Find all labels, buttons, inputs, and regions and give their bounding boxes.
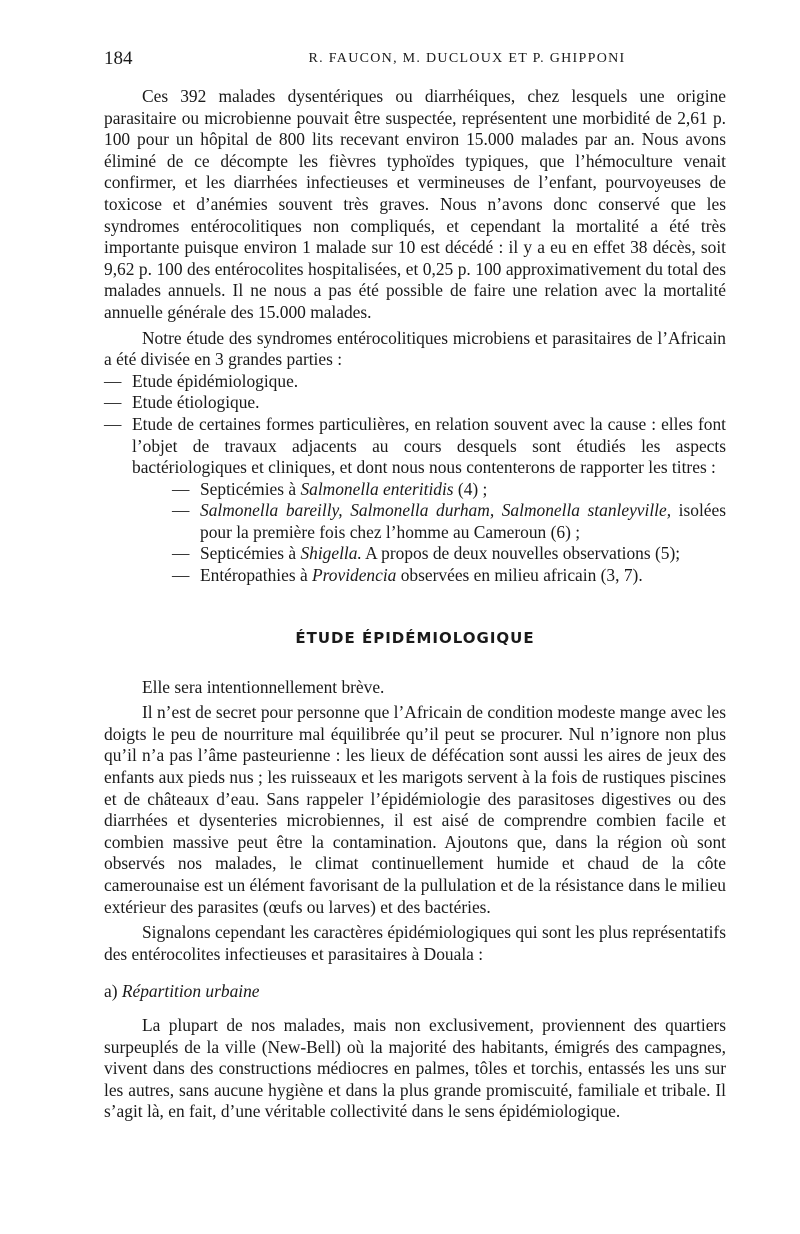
section-title: ÉTUDE ÉPIDÉMIOLOGIQUE bbox=[295, 628, 535, 647]
paragraph-contamination: Il n’est de secret pour personne que l’Africain de condition modeste mange avec les doigts le peu de nourriture mal équilibrée qu’il peut se procurer. Nul n’ignore non plus qu’il n’a pas l’âme pasteurienne : les lieux de défécation sont aussi les aires de jeux des enfants aux pieds nus ; les ruisseaux et les marigots servent à la fois de rustiques piscines et de châteaux d’eau. Sans rappeler l’épidémiologie des parasitoses digestives ou des diarrhées et dysenteries microbiennes, il est aisé de comprendre combien facile et combien massive peut être la contamination. Ajoutons que, dans la région où sont observés nos malades, le climat continuellement humide et chaud de la côte camerounaise est un élément favorisant de la pullulation et de la résistance dans le milieu extérieur des parasites (œufs ou larves) et des bactéries. bbox=[104, 702, 726, 917]
running-head: R. FAUCON, M. DUCLOUX ET P. GHIPPONI bbox=[308, 51, 626, 66]
list-item: — Etude de certaines formes particulières, en relation souvent avec la cause : elles font l’objet de travaux adjacents au cours desquels sont étudiés les aspects bactériologiques et cliniques, et dont nous nous contenterons de rapporter les titres : bbox=[104, 413, 726, 478]
paragraph-study-plan: Notre étude des syndromes entérocolitiques microbiens et parasitaires de l’Africain a été divisée en 3 grandes parties : bbox=[104, 327, 726, 370]
page-header bbox=[104, 48, 730, 74]
list-item: — Septicémies à Shigella. A propos de deux nouvelles observations (5); bbox=[172, 543, 681, 564]
list-item: — Etude étiologique. bbox=[104, 392, 260, 413]
list-item: — Salmonella bareilly, Salmonella durham, Salmonella stanleyville, isolées pour la première fois chez l’homme au Cameroun (6) ; bbox=[172, 500, 726, 542]
paragraph-intro: Elle sera intentionnellement brève. bbox=[142, 676, 385, 697]
list-item: — Septicémies à Salmonella enteritidis (4) ; bbox=[172, 478, 488, 499]
paragraph-morbidity: Ces 392 malades dysentériques ou diarrhéiques, chez lesquels une origine parasitaire ou microbienne pouvait être suspectée, représentent une morbidité de 2,61 p. 100 pour un hôpital de 800 lits recevant environ 15.000 malades par an. Nous avons éliminé de ce décompte les fièvres typhoïdes typiques, que l’hémoculture venait confirmer, et les diarrhées infectieuses et vermineuses de l’enfant, pourvoyeuses de toxicose et d’anémies souvent très graves. Nous n’avons donc conservé que les syndromes entérocolitiques non compliqués, et cependant la mortalité a été très importante puisque environ 1 malade sur 10 est décédé : il y a eu en effet 38 décès, soit 9,62 p. 100 des entérocolites hospitalisées, et 0,25 p. 100 approximativement du total des malades annuels. Il ne nous a pas été possible de faire une relation avec la mortalité annuelle générale des 15.000 malades. bbox=[104, 86, 726, 322]
paragraph-urban-distribution: La plupart de nos malades, mais non exclusivement, proviennent des quartiers surpeuplés de la ville (New-Bell) où la majorité des habitants, émigrés des campagnes, vivent dans des constructions médiocres en palmes, tôles et torchis, entassés les uns sur les autres, sans aucune hygiène et dans la plus grande promiscuité, familiale et tribale. Il s’agit là, en fait, d’une véritable collectivité dans le sens épidémiologique. bbox=[104, 1014, 726, 1122]
study-parts-list bbox=[104, 371, 726, 479]
article-body bbox=[104, 86, 726, 1123]
list-item: — Etude épidémiologique. bbox=[104, 370, 299, 391]
subsection-heading: a) Répartition urbaine bbox=[104, 981, 260, 1002]
related-works-list bbox=[172, 479, 726, 587]
paragraph-characteristics: Signalons cependant les caractères épidémiologiques qui sont les plus représentatifs des entérocolites infectieuses et parasitaires à Douala : bbox=[104, 922, 726, 964]
list-item: — Entéropathies à Providencia observées en milieu africain (3, 7). bbox=[172, 565, 643, 586]
page-number: 184 bbox=[104, 48, 133, 69]
